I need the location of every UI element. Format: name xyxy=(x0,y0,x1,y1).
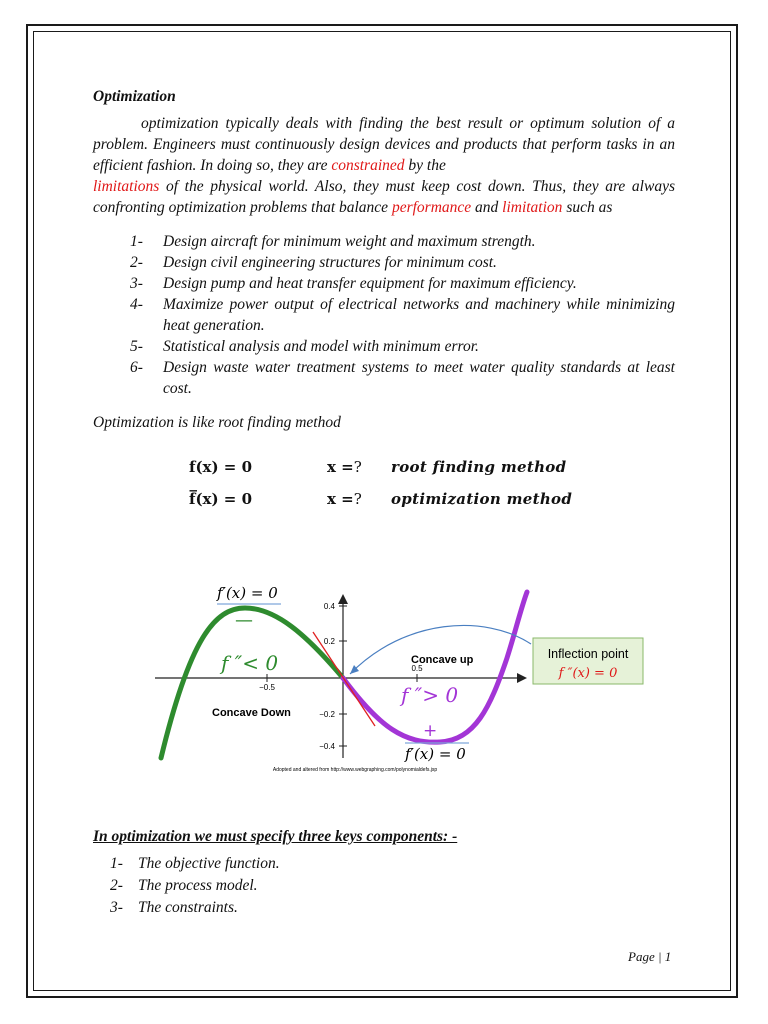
label-concave-up-condition: f ″> 0 xyxy=(401,683,459,707)
list-item xyxy=(93,853,675,875)
page-number: Page | 1 xyxy=(628,949,672,964)
list-text: Design civil engineering structures for minimum cost. xyxy=(163,254,497,271)
inflection-title: Inflection point xyxy=(547,647,629,661)
tick-label-y-0.4: 0.4 xyxy=(323,602,335,611)
equation-question: ? xyxy=(353,489,362,508)
list-text: The process model. xyxy=(138,877,258,894)
list-item xyxy=(93,875,675,897)
list-item xyxy=(93,336,675,357)
list-number: 4- xyxy=(130,296,143,313)
intro-text-2: by the xyxy=(404,157,446,174)
highlight-constrained: constrained xyxy=(331,157,405,174)
list-item xyxy=(93,294,675,336)
equation-variable xyxy=(327,489,362,510)
list-item xyxy=(93,231,675,252)
highlight-limitations: limitations xyxy=(93,178,160,195)
highlight-performance: performance xyxy=(391,199,472,216)
examples-list xyxy=(93,231,675,399)
tick-label-x-0.5: 0.5 xyxy=(411,664,423,673)
list-text: The objective function. xyxy=(138,855,280,872)
list-item xyxy=(93,357,675,399)
list-number: 2- xyxy=(130,254,143,271)
list-number: 6- xyxy=(130,359,143,376)
tick-label-y-neg0.2: −0.2 xyxy=(319,710,335,719)
label-concave-down: Concave Down xyxy=(212,707,291,719)
intro-text-3: of the physical world. Also, they must keep cost down. Thus, they are always confronting optimization problems that balance xyxy=(93,178,675,216)
x-axis-arrow-icon xyxy=(517,673,527,683)
equation-root-finding xyxy=(93,449,675,481)
intro-text-4: and xyxy=(471,199,503,216)
list-text: Design aircraft for minimum weight and maximum strength. xyxy=(163,233,536,250)
list-item xyxy=(93,273,675,294)
main-content xyxy=(93,86,675,513)
highlight-limitation: limitation xyxy=(502,199,563,216)
list-number: 3- xyxy=(130,275,143,292)
list-item xyxy=(93,897,675,919)
tick-label-y-neg0.4: −0.4 xyxy=(319,742,335,751)
list-text: Maximize power output of electrical networks and machinery while minimizing heat generation. xyxy=(163,296,675,334)
plus-sign: + xyxy=(423,721,438,741)
y-axis-arrow-icon xyxy=(338,594,348,604)
label-fprime-bottom: f′(x) = 0 xyxy=(405,745,466,763)
intro-text-1: optimization typically deals with finding the best result or optimum solution of a problem. Engineers must continuously design devices and products that perform tasks in an efficient fashion. In doing so, they are xyxy=(93,115,675,174)
equation-variable xyxy=(327,457,362,478)
components-heading: In optimization we must specify three keys components: - xyxy=(93,828,458,845)
figure-credit: Adopted and altered from http://www.webgraphing.com/polynomialdefs.jsp xyxy=(272,767,438,773)
comparison-lead: Optimization is like root finding method xyxy=(93,414,341,431)
list-text: Design waste water treatment systems to meet water quality standards at least cost. xyxy=(163,359,675,397)
tick-label-x-neg0.5: −0.5 xyxy=(259,683,275,692)
tick-label-y-0.2: 0.2 xyxy=(323,637,335,646)
label-concave-up: Concave up xyxy=(411,654,474,666)
intro-text-5: such as xyxy=(562,199,613,216)
concavity-figure xyxy=(155,578,655,778)
equation-method: root finding method xyxy=(391,457,567,476)
equation-method: optimization method xyxy=(391,489,573,508)
equation-optimization xyxy=(93,481,675,513)
components-list xyxy=(93,853,675,919)
list-text: Design pump and heat transfer equipment for maximum efficiency. xyxy=(163,275,577,292)
intro-paragraph xyxy=(93,113,675,218)
list-text: The constraints. xyxy=(138,899,238,916)
section-title: Optimization xyxy=(93,88,176,105)
list-number: 1- xyxy=(110,855,123,872)
equation-lhs: f(x) = 0 xyxy=(189,457,253,476)
equation-question: ? xyxy=(353,457,362,476)
list-text: Statistical analysis and model with minimum error. xyxy=(163,338,479,355)
equation-lhs: f̅(x) = 0 xyxy=(189,489,253,508)
inflection-condition: f ″(x) = 0 xyxy=(558,666,618,681)
equation-var-text: x = xyxy=(327,457,354,476)
list-number: 1- xyxy=(130,233,143,250)
list-item xyxy=(93,252,675,273)
list-number: 3- xyxy=(110,899,123,916)
minus-sign: — xyxy=(235,610,253,631)
label-concave-down-condition: f ″< 0 xyxy=(221,651,279,675)
list-number: 2- xyxy=(110,877,123,894)
label-fprime-top: f′(x) = 0 xyxy=(217,584,278,602)
list-number: 5- xyxy=(130,338,143,355)
equation-var-text: x = xyxy=(327,489,354,508)
